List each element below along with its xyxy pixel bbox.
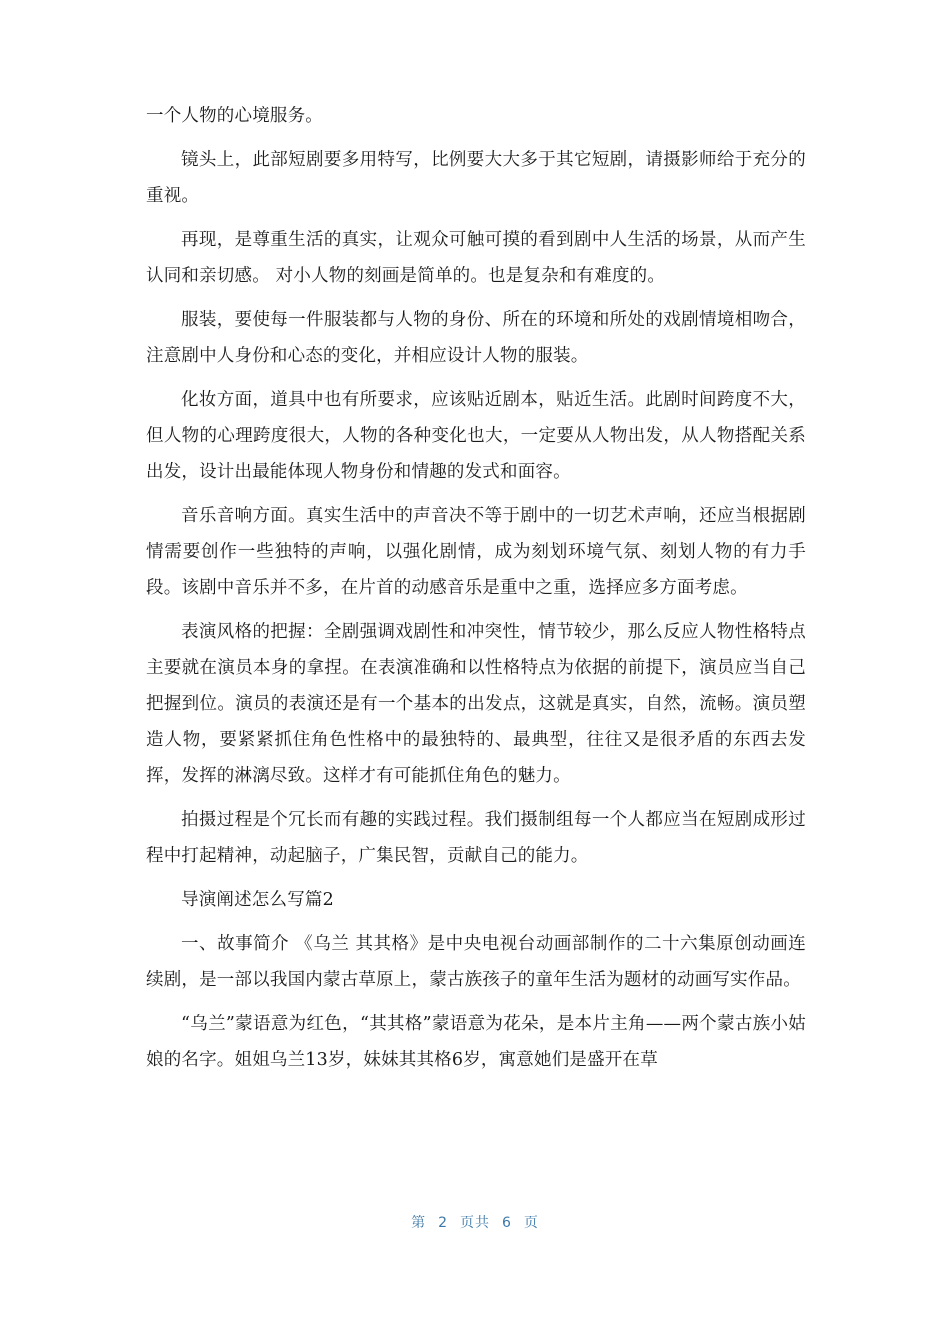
document-body	[146, 98, 806, 1086]
paragraph-4: 服装，要使每一件服装都与人物的身份、所在的环境和所处的戏剧情境相吻合，注意剧中人身份和心态的变化，并相应设计人物的服装。	[146, 310, 806, 366]
paragraph-7: 表演风格的把握：全剧强调戏剧性和冲突性，情节较少，那么反应人物性格特点主要就在演员本身的拿捏。在表演准确和以性格特点为依据的前提下，演员应当自己把握到位。演员的表演还是有一个基本的出发点，这就是真实，自然，流畅。演员塑造人物，要紧紧抓住角色性格中的最独特的、最典型，往往又是很矛盾的东西去发挥，发挥的淋漓尽致。这样才有可能抓住角色的魅力。	[146, 622, 806, 786]
paragraph-2: 镜头上，此部短剧要多用特写，比例要大大多于其它短剧，请摄影师给于充分的重视。	[146, 150, 806, 206]
paragraph-9: 一、故事简介 《乌兰 其其格》是中央电视台动画部制作的二十六集原创动画连续剧，是一部以我国内蒙古草原上，蒙古族孩子的童年生活为题材的动画写实作品。	[146, 934, 806, 990]
page-footer	[0, 1212, 950, 1232]
paragraph-5: 化妆方面，道具中也有所要求，应该贴近剧本，贴近生活。此剧时间跨度不大，但人物的心理跨度很大，人物的各种变化也大，一定要从人物出发，从人物搭配关系出发，设计出最能体现人物身份和情趣的发式和面容。	[146, 390, 806, 482]
footer-label-end: 页	[523, 1215, 539, 1231]
footer-current-page: 2	[438, 1215, 448, 1231]
footer-label-of: 页共	[460, 1215, 490, 1231]
paragraph-8: 拍摄过程是个冗长而有趣的实践过程。我们摄制组每一个人都应当在短剧成形过程中打起精神，动起脑子，广集民智，贡献自己的能力。	[146, 810, 806, 866]
paragraph-10: “乌兰”蒙语意为红色，“其其格”蒙语意为花朵，是本片主角——两个蒙古族小姑娘的名字。姐姐乌兰13岁，妹妹其其格6岁，寓意她们是盛开在草	[146, 1014, 806, 1070]
paragraph-6: 音乐音响方面。真实生活中的声音决不等于剧中的一切艺术声响，还应当根据剧情需要创作一些独特的声响，以强化剧情，成为刻划环境气氛、刻划人物的有力手段。该剧中音乐并不多，在片首的动感音乐是重中之重，选择应多方面考虑。	[146, 506, 806, 598]
footer-label-page: 第	[411, 1215, 427, 1231]
footer-total-pages: 6	[502, 1215, 512, 1231]
paragraph-1: 一个人物的心境服务。	[146, 106, 323, 126]
paragraph-3: 再现，是尊重生活的真实，让观众可触可摸的看到剧中人生活的场景，从而产生认同和亲切感。 对小人物的刻画是简单的。也是复杂和有难度的。	[146, 230, 806, 286]
section-heading: 导演阐述怎么写篇2	[181, 890, 334, 910]
